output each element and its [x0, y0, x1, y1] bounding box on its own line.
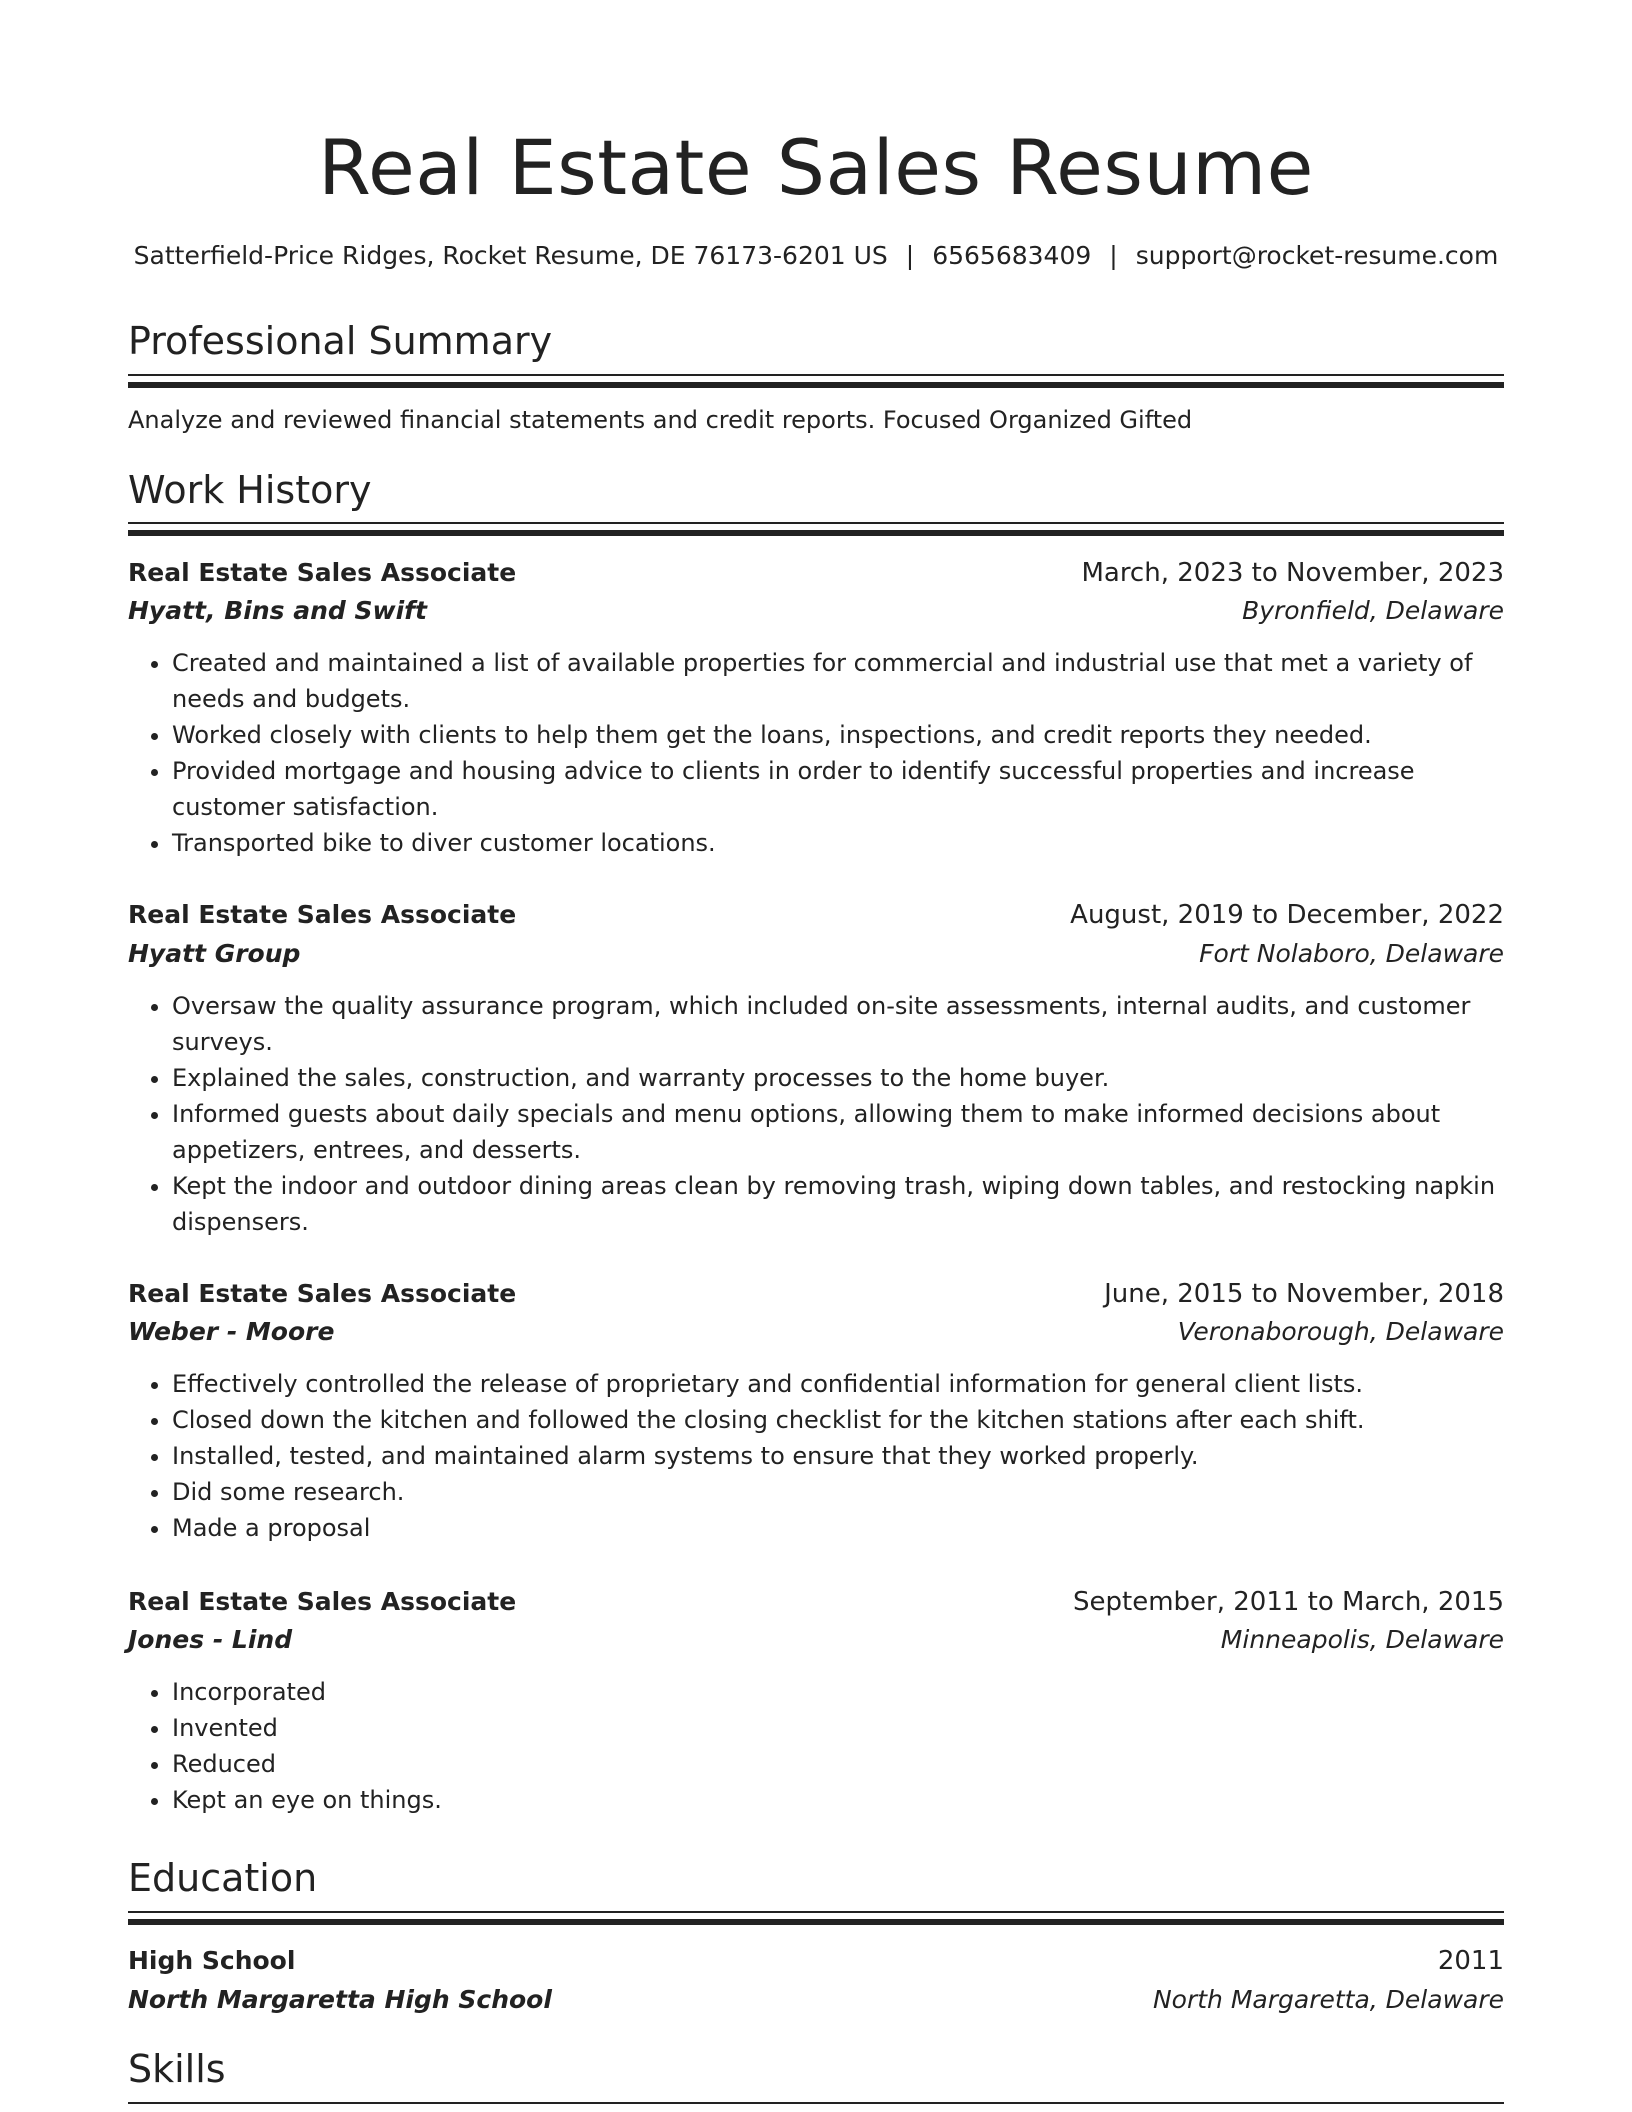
list-item: • Kept the indoor and outdoor dining areas clean by removing trash, wiping down tables, and restocking napkin dispensers. [172, 1168, 1504, 1240]
skills-heading: Skills [128, 2047, 226, 2091]
job-title: Real Estate Sales Associate [128, 558, 517, 587]
contact-line [128, 238, 1504, 274]
job-title: Real Estate Sales Associate [128, 1587, 517, 1616]
list-item: • Invented [172, 1710, 1504, 1746]
job-title: Real Estate Sales Associate [128, 900, 517, 929]
job-header-row [128, 554, 1504, 592]
job-duties-list [128, 988, 1504, 1240]
job-header-row [128, 1583, 1504, 1621]
school-name: North Margaretta High School [128, 1985, 552, 2014]
job-employer-row [128, 1313, 1504, 1351]
job-header-row [128, 1275, 1504, 1313]
section-divider [128, 530, 1504, 536]
company-name: Hyatt, Bins and Swift [128, 596, 427, 625]
job-dates: March, 2023 to November, 2023 [1081, 558, 1504, 588]
section-divider [128, 1911, 1504, 1913]
list-item: • Made a proposal [172, 1510, 1504, 1546]
job-location: Minneapolis, Delaware [1220, 1625, 1504, 1654]
list-item: • Installed, tested, and maintained alarm systems to ensure that they worked properly. [172, 1438, 1504, 1474]
list-item: • Informed guests about daily specials and menu options, allowing them to make informed decisions about appetizers, entrees, and desserts. [172, 1096, 1504, 1168]
job-employer-row [128, 1621, 1504, 1659]
job-dates: June, 2015 to November, 2018 [1104, 1279, 1504, 1309]
company-name: Jones - Lind [128, 1625, 293, 1654]
job-duties-list [128, 645, 1504, 861]
job-title: Real Estate Sales Associate [128, 1279, 517, 1308]
job-employer-row [128, 935, 1504, 973]
list-item: • Created and maintained a list of available properties for commercial and industrial use that met a variety of needs and budgets. [172, 645, 1504, 717]
job-dates: September, 2011 to March, 2015 [1073, 1587, 1504, 1617]
list-item: • Oversaw the quality assurance program, which included on-site assessments, internal audits, and customer surveys. [172, 988, 1504, 1060]
summary-heading: Professional Summary [128, 319, 553, 363]
education-heading: Education [128, 1856, 318, 1900]
section-divider [128, 374, 1504, 376]
contact-phone: 6565683409 [932, 241, 1092, 270]
contact-separator: | [905, 241, 915, 270]
contact-separator: | [1109, 241, 1118, 270]
list-item: • Transported bike to diver customer locations. [172, 825, 1504, 861]
job-location: Veronaborough, Delaware [1177, 1317, 1504, 1346]
list-item: • Effectively controlled the release of proprietary and confidential information for general client lists. [172, 1366, 1504, 1402]
list-item: • Incorporated [172, 1674, 1504, 1710]
degree: High School [128, 1946, 296, 1975]
education-header-row [128, 1942, 1504, 1980]
education-year: 2011 [1437, 1946, 1504, 1976]
education-location: North Margaretta, Delaware [1152, 1985, 1504, 2014]
list-item: • Kept an eye on things. [172, 1782, 1504, 1818]
list-item: • Closed down the kitchen and followed the closing checklist for the kitchen stations after each shift. [172, 1402, 1504, 1438]
contact-email: support@rocket-resume.com [1135, 241, 1499, 270]
education-school-row [128, 1981, 1504, 2019]
job-duties-list [128, 1674, 1504, 1818]
job-dates: August, 2019 to December, 2022 [1070, 900, 1504, 930]
list-item: • Explained the sales, construction, and warranty processes to the home buyer. [172, 1060, 1504, 1096]
resume-title: Real Estate Sales Resume [318, 123, 1314, 212]
list-item: • Worked closely with clients to help them get the loans, inspections, and credit reports they needed. [172, 717, 1504, 753]
job-location: Fort Nolaboro, Delaware [1199, 939, 1504, 968]
section-divider [128, 2102, 1504, 2104]
company-name: Weber - Moore [128, 1317, 335, 1346]
list-item: • Did some research. [172, 1474, 1504, 1510]
job-employer-row [128, 592, 1504, 630]
section-divider [128, 1919, 1504, 1925]
company-name: Hyatt Group [128, 939, 301, 968]
summary-text: Analyze and reviewed financial statements and credit reports. Focused Organized Gifted [128, 406, 1193, 434]
section-divider [128, 522, 1504, 524]
job-header-row [128, 896, 1504, 934]
job-duties-list [128, 1366, 1504, 1546]
section-divider [128, 382, 1504, 388]
list-item: • Reduced [172, 1746, 1504, 1782]
contact-address: Satterfield-Price Ridges, Rocket Resume, DE 76173-6201 US [133, 241, 888, 270]
work-history-heading: Work History [128, 468, 372, 512]
job-location: Byronfield, Delaware [1242, 596, 1504, 625]
list-item: • Provided mortgage and housing advice to clients in order to identify successful properties and increase customer satisfaction. [172, 753, 1504, 825]
